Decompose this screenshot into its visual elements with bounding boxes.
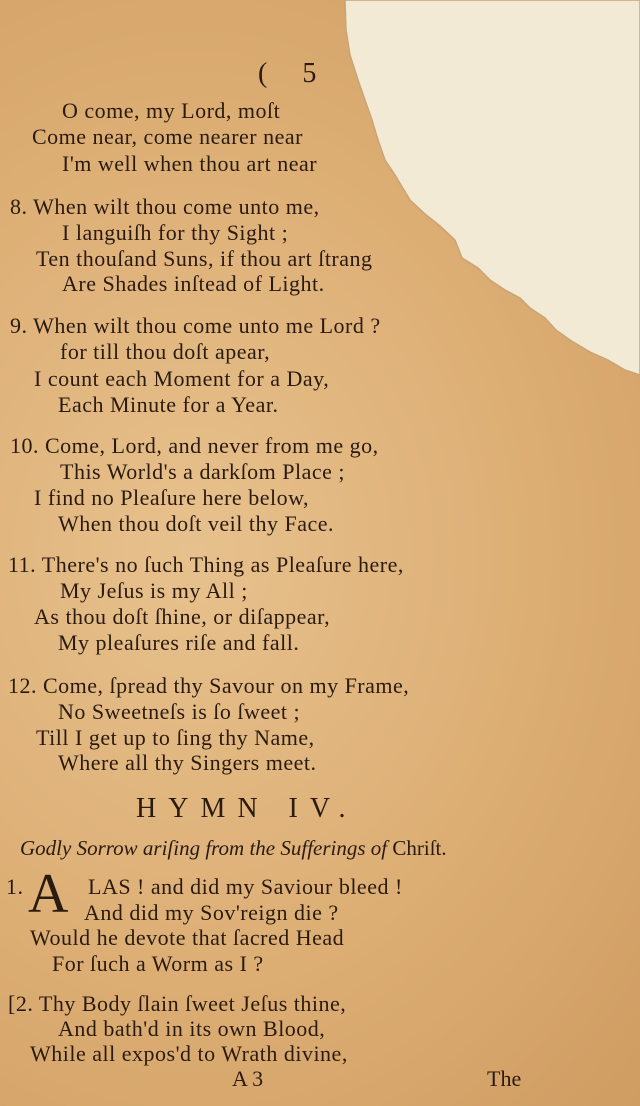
verse-line: This World's a darkſom Place ; <box>60 459 346 484</box>
hymn-subtitle <box>20 836 447 861</box>
verse-line: 12. Come, ſpread thy Savour on my Frame, <box>8 673 410 698</box>
verse-line: When thou doſt veil thy Face. <box>58 511 334 536</box>
verse-line: Each Minute for a Year. <box>58 392 279 417</box>
verse-line: And bath'd in its own Blood, <box>58 1016 326 1041</box>
verse-line: My pleaſures riſe and fall. <box>58 630 300 655</box>
verse-line: I languiſh for thy Sight ; <box>62 220 289 245</box>
verse-line: LAS ! and did my Saviour bleed ! <box>88 874 403 899</box>
verse-line: Ten thouſand Suns, if thou art ſtrang <box>36 246 373 271</box>
verse-line: As thou doſt ſhine, or diſappear, <box>34 604 331 629</box>
verse-line: 8. When wilt thou come unto me, <box>10 194 320 219</box>
stanza-number: 1. <box>6 874 24 899</box>
verse-line: 10. Come, Lord, and never from me go, <box>10 433 379 458</box>
verse-line: Would he devote that ſacred Head <box>30 925 345 950</box>
verse-line: My Jeſus is my All ; <box>60 578 248 603</box>
verse-line: No Sweetneſs is ſo ſweet ; <box>58 699 301 724</box>
verse-line: Till I get up to ſing thy Name, <box>36 725 315 750</box>
page-number: ( 5 <box>258 58 331 89</box>
verse-line: [2. Thy Body ſlain ſweet Jeſus thine, <box>8 991 347 1016</box>
verse-line: And did my Sov'reign die ? <box>84 900 339 925</box>
hymn-title: HYMN IV. <box>136 793 358 824</box>
hymn-subtitle-tail: Chriſt. <box>392 836 447 860</box>
verse-line: O come, my Lord, moſt <box>62 98 281 123</box>
verse-line: 11. There's no ſuch Thing as Pleaſure here, <box>8 552 404 577</box>
verse-line: While all expos'd to Wrath divine, <box>30 1041 348 1066</box>
verse-line: Where all thy Singers meet. <box>58 750 317 775</box>
catchword: The <box>487 1066 522 1091</box>
signature-mark: A 3 <box>232 1066 264 1091</box>
verse-line: I'm well when thou art near <box>62 151 318 176</box>
verse-line: 9. When wilt thou come unto me Lord ? <box>10 313 381 338</box>
verse-line: Come near, come nearer near <box>32 124 303 149</box>
verse-line: I count each Moment for a Day, <box>34 366 330 391</box>
verse-line: I find no Pleaſure here below, <box>34 485 310 510</box>
verse-line: For ſuch a Worm as I ? <box>52 951 264 976</box>
drop-cap: A <box>28 863 69 925</box>
verse-line: for till thou doſt apear, <box>60 339 271 364</box>
hymn-subtitle-text: Godly Sorrow ariſing from the Sufferings of <box>20 836 388 860</box>
verse-line: Are Shades inſtead of Light. <box>62 271 325 296</box>
